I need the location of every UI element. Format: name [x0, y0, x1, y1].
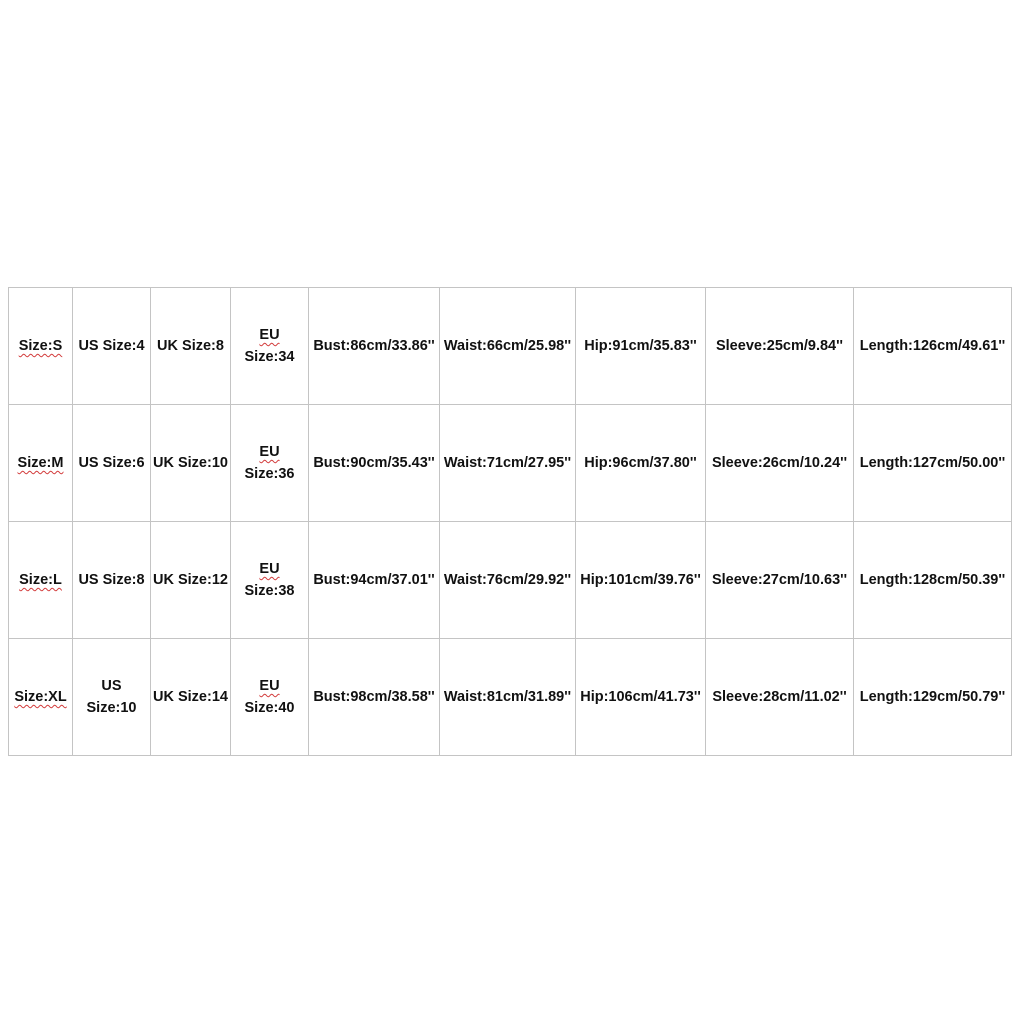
us-size-cell: [73, 522, 151, 639]
table-row: [9, 522, 1012, 639]
table-row: [9, 288, 1012, 405]
bust-measurement-cell: [309, 522, 440, 639]
eu-size-cell: [231, 639, 309, 756]
length-measurement: Length:129cm/50.79'': [859, 689, 1006, 705]
sleeve-measurement-cell: [706, 405, 854, 522]
us-size: US Size:10: [86, 678, 137, 716]
eu-label: EU: [259, 327, 280, 343]
sleeve-measurement: Sleeve:26cm/10.24'': [711, 455, 848, 471]
us-size: US Size:8: [78, 572, 145, 588]
hip-measurement: Hip:106cm/41.73'': [580, 689, 701, 705]
sleeve-measurement-cell: [706, 639, 854, 756]
length-measurement-cell: [854, 639, 1012, 756]
eu-size-cell: [231, 405, 309, 522]
hip-measurement: Hip:96cm/37.80'': [584, 455, 697, 471]
uk-size-cell: [151, 522, 231, 639]
length-measurement-cell: [854, 405, 1012, 522]
sleeve-measurement-cell: [706, 522, 854, 639]
hip-measurement-cell: [576, 405, 706, 522]
bust-measurement: Bust:94cm/37.01'': [313, 572, 435, 588]
uk-size-cell: [151, 639, 231, 756]
uk-size: UK Size:14: [153, 689, 228, 705]
hip-measurement: Hip:101cm/39.76'': [580, 572, 701, 588]
bust-measurement-cell: [309, 288, 440, 405]
sleeve-measurement: Sleeve:25cm/9.84'': [715, 338, 844, 354]
size-table-body: [9, 288, 1012, 756]
size-label-cell: [9, 639, 73, 756]
us-size-cell: [73, 405, 151, 522]
size-label: Size:M: [17, 455, 64, 471]
eu-label: EU: [259, 678, 280, 694]
bust-measurement: Bust:86cm/33.86'': [313, 338, 435, 354]
uk-size-cell: [151, 288, 231, 405]
waist-measurement: Waist:76cm/29.92'': [443, 572, 572, 588]
hip-measurement-cell: [576, 522, 706, 639]
bust-measurement: Bust:90cm/35.43'': [313, 455, 435, 471]
length-measurement-cell: [854, 522, 1012, 639]
table-row: [9, 405, 1012, 522]
waist-measurement-cell: [440, 405, 576, 522]
uk-size: UK Size:10: [153, 455, 228, 471]
eu-label: EU: [259, 444, 280, 460]
bust-measurement-cell: [309, 405, 440, 522]
eu-label: EU: [259, 561, 280, 577]
size-label: Size:XL: [14, 689, 67, 705]
size-label: Size:L: [19, 572, 62, 588]
length-measurement: Length:126cm/49.61'': [859, 338, 1006, 354]
us-size-cell: [73, 288, 151, 405]
eu-size-cell: [231, 288, 309, 405]
size-label-cell: [9, 288, 73, 405]
waist-measurement-cell: [440, 639, 576, 756]
eu-size-cell: [231, 522, 309, 639]
hip-measurement: Hip:91cm/35.83'': [584, 338, 697, 354]
sleeve-measurement: Sleeve:28cm/11.02'': [712, 689, 847, 705]
bust-measurement: Bust:98cm/38.58'': [313, 689, 435, 705]
eu-size: Size:36: [244, 466, 295, 482]
uk-size-cell: [151, 405, 231, 522]
uk-size: UK Size:12: [153, 572, 228, 588]
size-label: Size:S: [18, 338, 63, 354]
waist-measurement: Waist:81cm/31.89'': [443, 689, 572, 705]
us-size-cell: [73, 639, 151, 756]
us-size: US Size:4: [78, 338, 145, 354]
sleeve-measurement-cell: [706, 288, 854, 405]
sleeve-measurement: Sleeve:27cm/10.63'': [711, 572, 848, 588]
waist-measurement: Waist:66cm/25.98'': [443, 338, 572, 354]
eu-size: Size:38: [244, 583, 295, 599]
waist-measurement: Waist:71cm/27.95'': [443, 455, 572, 471]
size-label-cell: [9, 405, 73, 522]
size-label-cell: [9, 522, 73, 639]
hip-measurement-cell: [576, 288, 706, 405]
size-chart-table: [8, 287, 1012, 756]
length-measurement-cell: [854, 288, 1012, 405]
waist-measurement-cell: [440, 288, 576, 405]
eu-size: Size:40: [244, 700, 295, 716]
hip-measurement-cell: [576, 639, 706, 756]
length-measurement: Length:127cm/50.00'': [859, 455, 1006, 471]
eu-size: Size:34: [244, 349, 295, 365]
us-size: US Size:6: [78, 455, 145, 471]
length-measurement: Length:128cm/50.39'': [859, 572, 1006, 588]
waist-measurement-cell: [440, 522, 576, 639]
uk-size: UK Size:8: [157, 338, 224, 354]
bust-measurement-cell: [309, 639, 440, 756]
table-row: [9, 639, 1012, 756]
